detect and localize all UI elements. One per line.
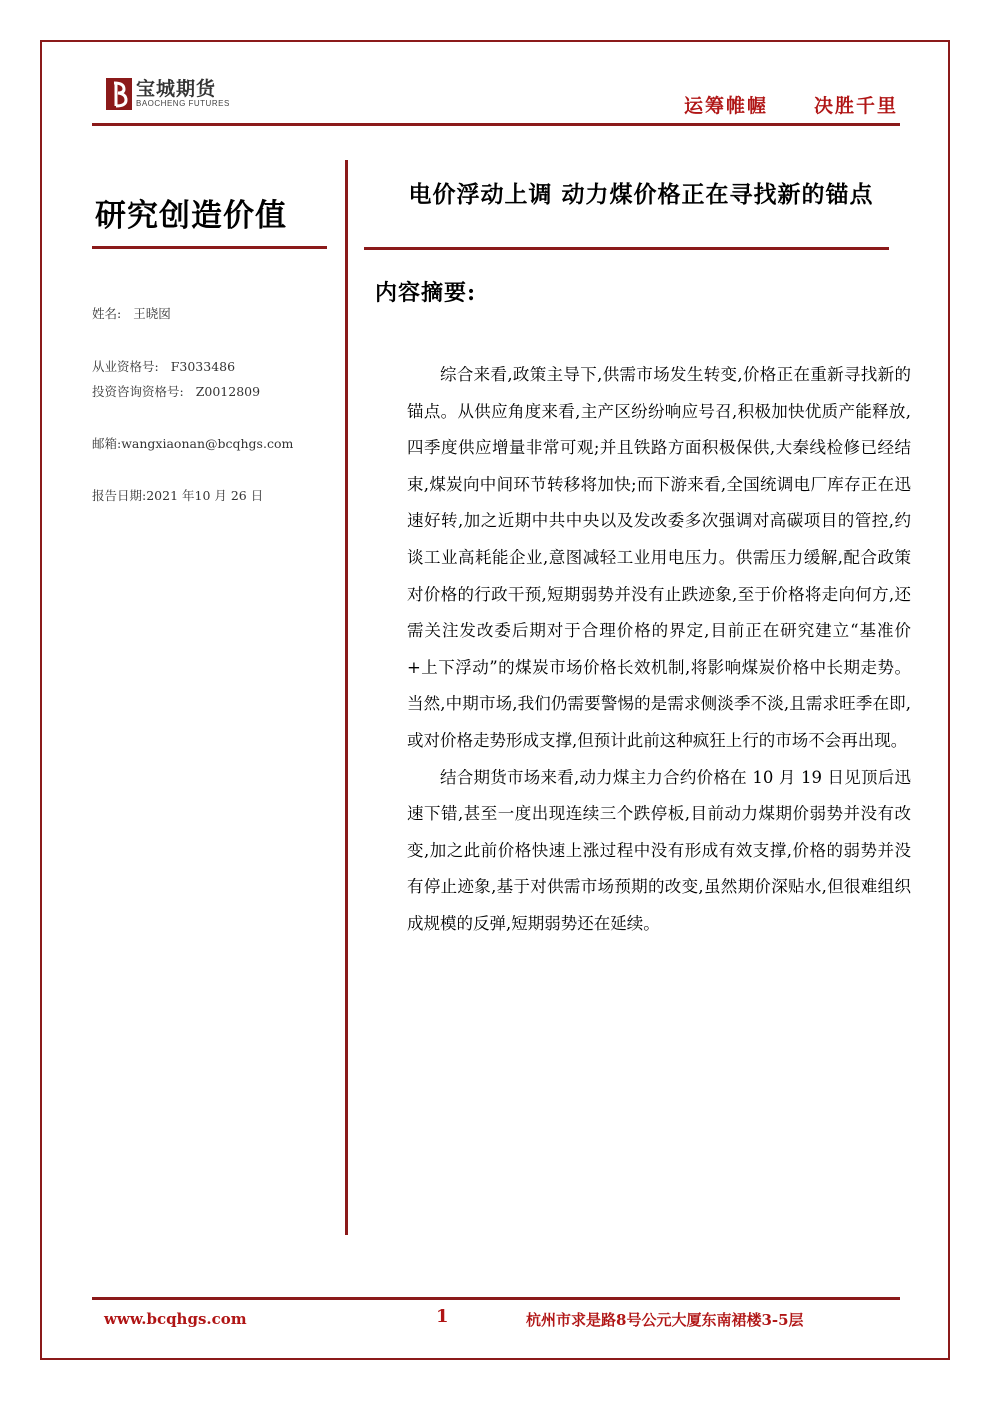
slogan xyxy=(684,91,898,118)
date-value: 2021 年10 月 26 日 xyxy=(146,488,264,503)
email-label: 邮箱: xyxy=(92,436,122,451)
logo-cn-text: 宝城期货 xyxy=(136,78,217,100)
cert2-row xyxy=(92,382,260,400)
logo-icon xyxy=(106,78,132,110)
cert2-value: Z0012809 xyxy=(195,384,261,399)
column-divider xyxy=(345,160,348,1235)
date-label: 报告日期: xyxy=(92,488,147,503)
footer-address: 杭州市求是路8号公元大厦东南裙楼3-5层 xyxy=(526,1311,804,1329)
abstract-heading: 内容摘要: xyxy=(375,280,477,306)
cert2-label: 投资咨询资格号: xyxy=(92,384,184,399)
company-logo xyxy=(106,78,230,110)
report-title: 电价浮动上调 动力煤价格正在寻找新的锚点 xyxy=(408,181,874,208)
title-rule xyxy=(364,247,889,250)
slogan-part-1: 运筹帷幄 xyxy=(683,95,768,117)
abstract-body xyxy=(407,357,911,943)
header-rule xyxy=(92,123,900,126)
analyst-name-row xyxy=(92,304,171,322)
logo-en-text: BAOCHENG FUTURES xyxy=(136,99,230,108)
cert1-label: 从业资格号: xyxy=(92,359,159,374)
email-row xyxy=(92,434,293,452)
email-value[interactable]: wangxiaonan@bcqhgs.com xyxy=(121,436,294,451)
name-label: 姓名: xyxy=(92,306,122,321)
sidebar-rule xyxy=(92,246,327,249)
cert1-value: F3033486 xyxy=(170,359,236,374)
abstract-paragraph: 综合来看,政策主导下,供需市场发生转变,价格正在重新寻找新的锚点。从供应角度来看,主产区纷纷响应号召,积极加快优质产能释放,四季度供应增量非常可观;并且铁路方面积极保供,大秦线检修已经结束,煤炭向中间环节转移将加快;而下游来看,全国统调电厂库存正在迅速好转,加之近期中共中央以及发改委多次强调对高碳项目的管控,约谈工业高耗能企业,意图减轻工业用电压力。供需压力缓解,配合政策对价格的行政干预,短期弱势并没有止跌迹象,至于价格将走向何方,还需关注发改委后期对于合理价格的界定,目前正在研究建立“基准价+上下浮动”的煤炭市场价格长效机制,将影响煤炭价格中长期走势。当然,中期市场,我们仍需要警惕的是需求侧淡季不淡,且需求旺季在即,或对价格走势形成支撑,但预计此前这种疯狂上行的市场不会再出现。 xyxy=(407,365,911,750)
slogan-part-2: 决胜千里 xyxy=(813,95,898,117)
footer-website-link[interactable]: www.bcqhgs.com xyxy=(104,1310,247,1328)
cert1-row xyxy=(92,357,235,375)
page-number: 1 xyxy=(436,1306,449,1327)
report-date-row xyxy=(92,486,263,504)
footer-rule xyxy=(92,1297,900,1300)
abstract-paragraph: 结合期货市场来看,动力煤主力合约价格在 10 月 19 日见顶后迅速下错,甚至一度出现连续三个跌停板,目前动力煤期价弱势并没有改变,加之此前价格快速上涨过程中没有形成有效支撑,价格的弱势并没有停止迹象,基于对供需市场预期的改变,虽然期价深贴水,但很难组织成规模的反弹,短期弱势还在延续。 xyxy=(407,767,911,933)
name-value: 王晓囡 xyxy=(133,306,171,321)
sidebar-tagline: 研究创造价值 xyxy=(95,198,287,234)
